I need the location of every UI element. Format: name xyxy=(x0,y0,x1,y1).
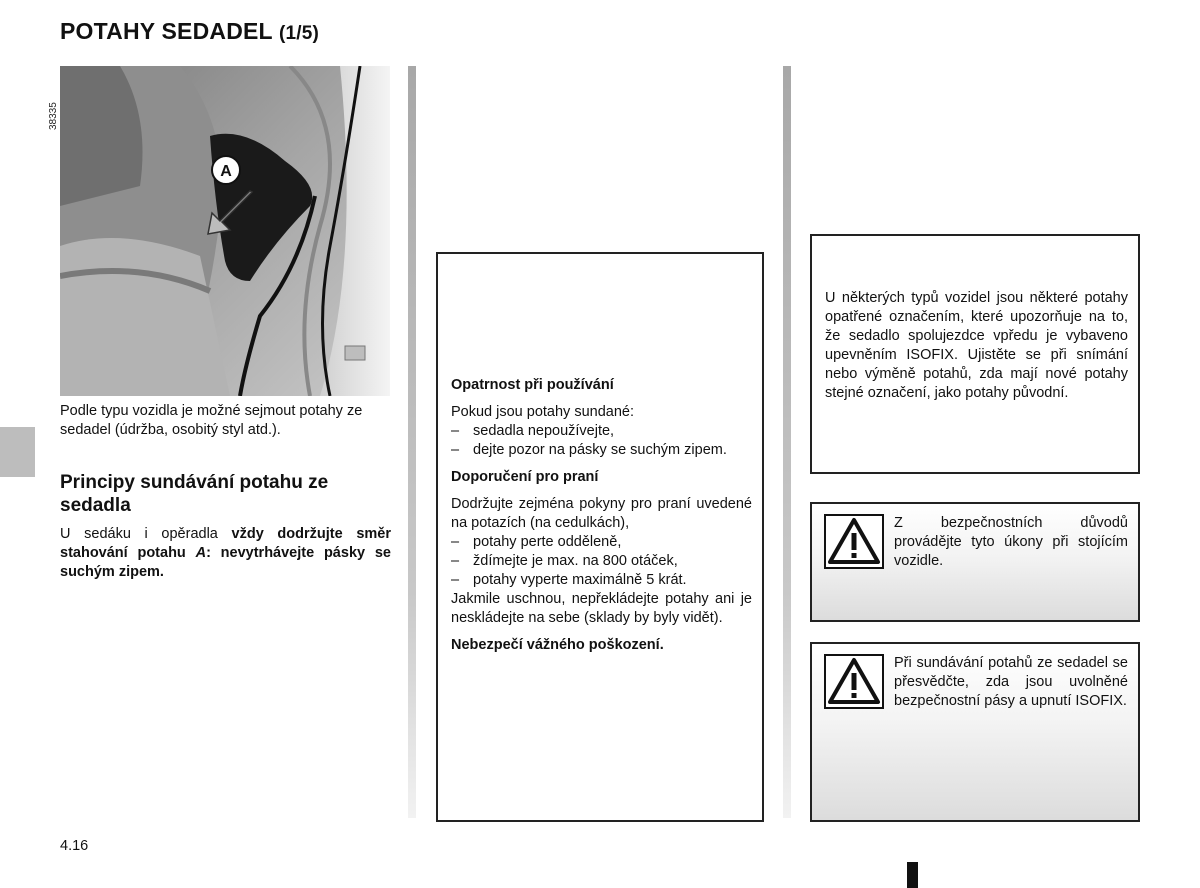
section-text-bold2: : nevytrhávejte pásky se suchým zipem. xyxy=(60,545,391,580)
callout-label-a: A xyxy=(220,163,232,180)
warning-text-isofix: Při sundávání potahů ze sedadel se přesvědčte, zda jsou uvolněné bezpečnostní pásy a upnutí ISOFIX. xyxy=(894,655,1128,709)
chapter-side-tab xyxy=(0,427,35,477)
isofix-note-box xyxy=(810,234,1140,474)
warning-box-stationary xyxy=(810,502,1140,622)
isofix-note-text: U některých typů vozidel jsou některé potahy opatřené označením, které upozorňuje na to, že sedadlo spolujezdce vpředu je vybaveno upevněním ISOFIX. Ujistěte se při snímání nebo výměně potahů, zda mají nové potahy stejné označení, jako potahy původní. xyxy=(825,290,1128,401)
page-title xyxy=(60,18,319,45)
caution-intro-washing: Dodržujte zejména pokyny pro praní uvedené na potazích (na cedulkách), xyxy=(451,496,752,531)
list-item: – ždímejte je max. na 800 otáček, xyxy=(451,553,678,569)
caution-heading-washing: Doporučení pro praní xyxy=(451,469,599,485)
intro-paragraph: Podle typu vozidla je možné sejmout potahy ze sedadel (údržba, osobitý styl atd.). xyxy=(60,403,363,438)
column-divider-2 xyxy=(783,66,791,818)
caution-heading-usage: Opatrnost při používání xyxy=(451,377,614,393)
list-item: – potahy vyperte maximálně 5 krát. xyxy=(451,572,687,588)
warning-triangle-icon xyxy=(824,514,884,569)
section-text-italic: A xyxy=(195,545,207,561)
caution-box xyxy=(436,252,764,822)
section-paragraph xyxy=(60,525,391,582)
caution-danger: Nebezpečí vážného poškození. xyxy=(451,637,664,653)
list-item: – dejte pozor na pásky se suchým zipem. xyxy=(451,442,727,458)
page-title-part: (1/5) xyxy=(279,23,320,44)
figure-number: 38335 xyxy=(48,102,59,130)
section-heading: Principy sundávání potahu ze sedadla xyxy=(60,472,329,516)
section-text-bold: vždy dodržujte směr stahování potahu xyxy=(60,526,391,561)
list-item: – potahy perte odděleně, xyxy=(451,534,622,550)
page-edge-marker xyxy=(907,862,918,888)
section-text-plain: U sedáku i opěradla xyxy=(60,526,232,542)
warning-text-stationary: Z bezpečnostních důvodů provádějte tyto úkony při stojícím vozidle. xyxy=(894,515,1128,569)
column-divider-1 xyxy=(408,66,416,818)
warning-triangle-icon xyxy=(824,654,884,709)
warning-box-isofix xyxy=(810,642,1140,822)
list-item: – sedadla nepoužívejte, xyxy=(451,423,615,439)
page-number: 4.16 xyxy=(60,838,89,854)
caution-intro-usage: Pokud jsou potahy sundané: xyxy=(451,404,634,420)
page-title-text: POTAHY SEDADEL xyxy=(60,18,273,44)
caution-after-text: Jakmile uschnou, nepřekládejte potahy ani je neskládejte na sebe (sklady by byly vidět). xyxy=(451,591,752,626)
